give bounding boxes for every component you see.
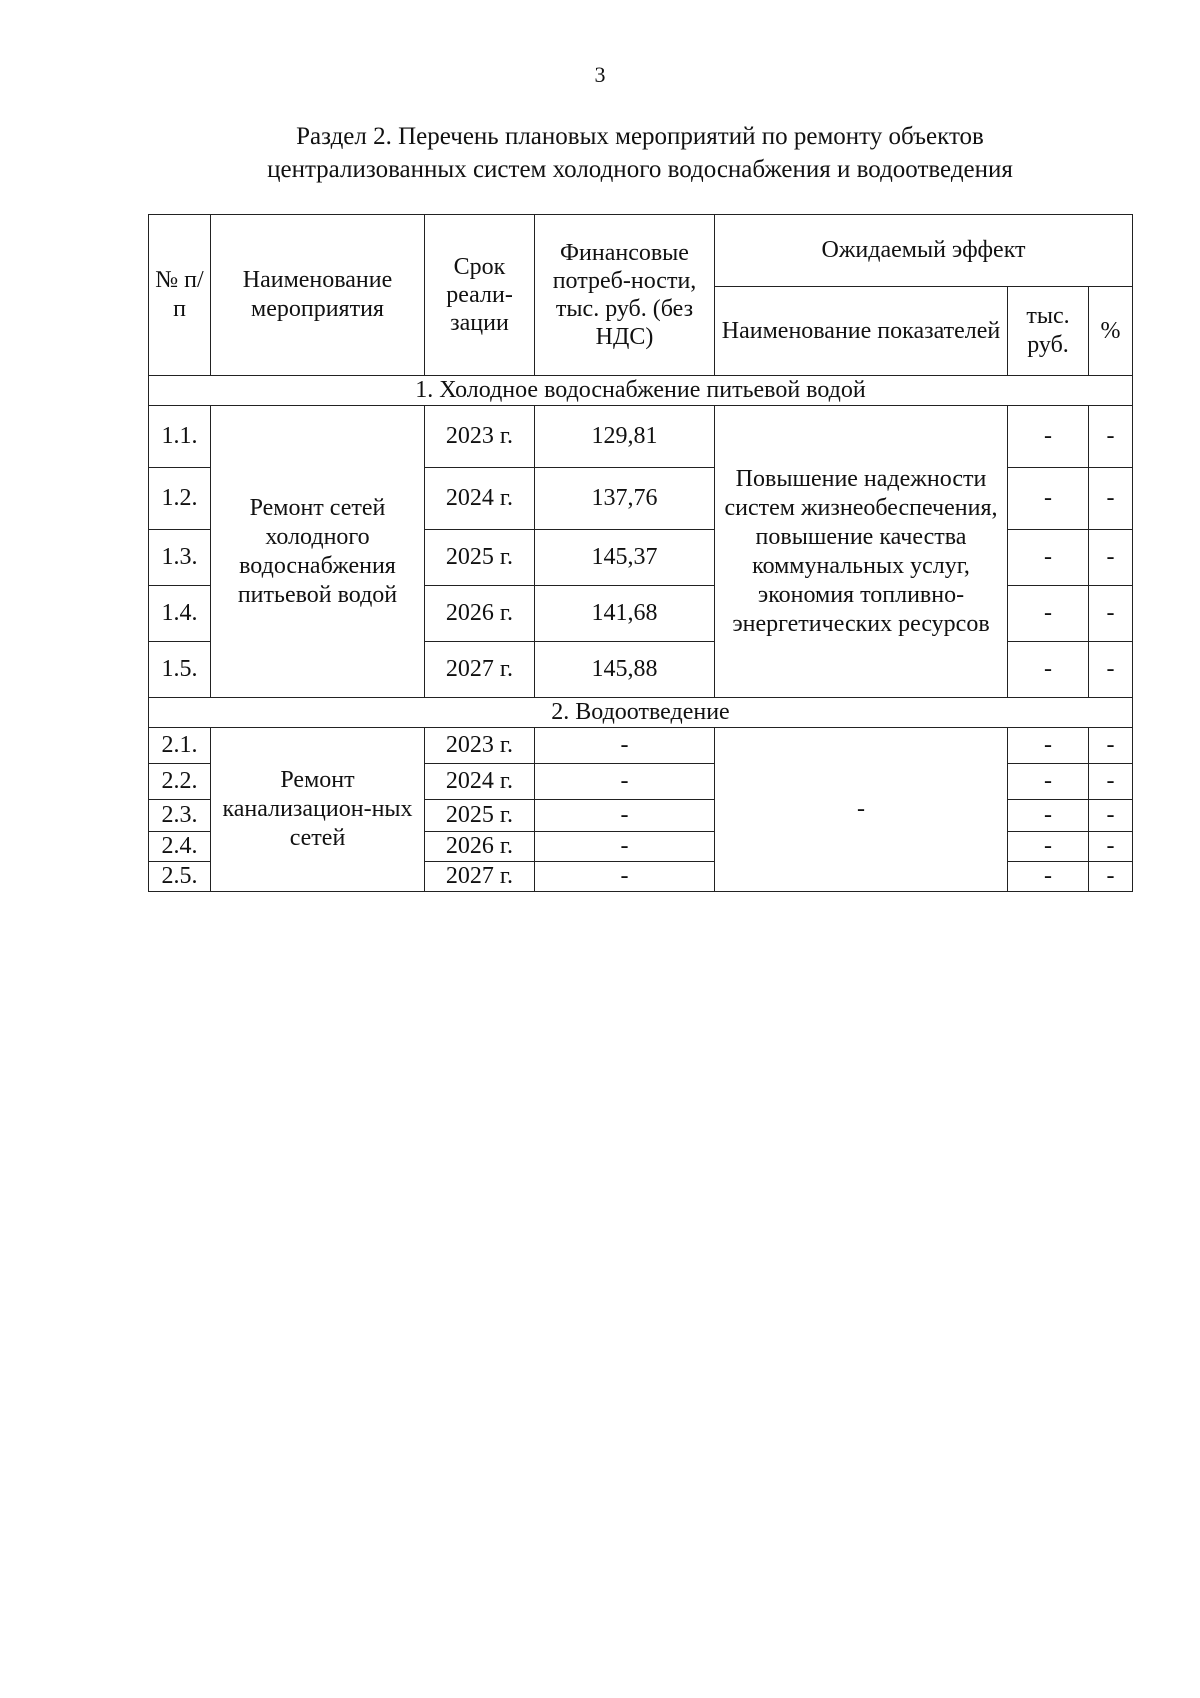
table-header-row	[149, 215, 1133, 287]
section-title: 2. Водоотведение	[149, 698, 1133, 728]
row-effect-percent: -	[1089, 642, 1133, 698]
effect-description: -	[715, 728, 1008, 892]
section-title: 1. Холодное водоснабжение питьевой водой	[149, 376, 1133, 406]
row-effect-value: -	[1008, 530, 1089, 586]
row-year: 2024 г.	[425, 764, 535, 800]
page-number: 3	[594, 62, 606, 87]
row-effect-value: -	[1008, 468, 1089, 530]
header-activity-name: Наименование мероприятия	[211, 215, 425, 376]
header-expected-effect: Ожидаемый эффект	[715, 215, 1133, 287]
row-effect-value: -	[1008, 764, 1089, 800]
header-effect-value: тыс. руб.	[1008, 287, 1089, 376]
row-year: 2025 г.	[425, 800, 535, 832]
row-effect-percent: -	[1089, 800, 1133, 832]
row-effect-percent: -	[1089, 728, 1133, 764]
row-num: 2.3.	[149, 800, 211, 832]
table-row	[149, 728, 1133, 764]
title-line-1: Раздел 2. Перечень плановых мероприятий по ремонту объектов	[296, 123, 984, 150]
header-num: № п/п	[149, 215, 211, 376]
row-year: 2026 г.	[425, 832, 535, 862]
row-effect-percent: -	[1089, 530, 1133, 586]
header-finance: Финансовые потреб-ности, тыс. руб. (без НДС)	[535, 215, 715, 376]
row-year: 2025 г.	[425, 530, 535, 586]
row-effect-value: -	[1008, 862, 1089, 892]
row-finance: -	[535, 862, 715, 892]
row-effect-percent: -	[1089, 832, 1133, 862]
row-num: 1.3.	[149, 530, 211, 586]
row-finance: 129,81	[535, 406, 715, 468]
row-finance: 141,68	[535, 586, 715, 642]
row-effect-value: -	[1008, 642, 1089, 698]
row-year: 2023 г.	[425, 728, 535, 764]
row-num: 2.2.	[149, 764, 211, 800]
table-row	[149, 406, 1133, 468]
header-effect-name: Наименование показателей	[715, 287, 1008, 376]
row-year: 2027 г.	[425, 642, 535, 698]
section-row	[149, 698, 1133, 728]
row-effect-percent: -	[1089, 862, 1133, 892]
row-year: 2026 г.	[425, 586, 535, 642]
row-finance: -	[535, 764, 715, 800]
header-term: Срок реали-зации	[425, 215, 535, 376]
row-year: 2023 г.	[425, 406, 535, 468]
row-finance: -	[535, 800, 715, 832]
row-finance: -	[535, 728, 715, 764]
row-finance: 145,88	[535, 642, 715, 698]
row-effect-value: -	[1008, 832, 1089, 862]
activity-name: Ремонт канализацион-ных сетей	[211, 728, 425, 892]
row-effect-value: -	[1008, 800, 1089, 832]
row-year: 2024 г.	[425, 468, 535, 530]
row-effect-percent: -	[1089, 764, 1133, 800]
row-effect-value: -	[1008, 728, 1089, 764]
row-effect-value: -	[1008, 586, 1089, 642]
row-finance: 145,37	[535, 530, 715, 586]
repair-plan-table	[148, 214, 1133, 892]
row-num: 1.5.	[149, 642, 211, 698]
row-finance: -	[535, 832, 715, 862]
row-num: 1.4.	[149, 586, 211, 642]
row-num: 1.2.	[149, 468, 211, 530]
row-num: 2.4.	[149, 832, 211, 862]
row-effect-percent: -	[1089, 406, 1133, 468]
row-num: 2.5.	[149, 862, 211, 892]
row-num: 2.1.	[149, 728, 211, 764]
activity-name: Ремонт сетей холодного водоснабжения питьевой водой	[211, 406, 425, 698]
document-title	[150, 120, 1130, 186]
effect-description: Повышение надежности систем жизнеобеспечения, повышение качества коммунальных услуг, экономия топливно-энергетических ресурсов	[715, 406, 1008, 698]
row-effect-percent: -	[1089, 586, 1133, 642]
row-effect-value: -	[1008, 406, 1089, 468]
section-row	[149, 376, 1133, 406]
row-effect-percent: -	[1089, 468, 1133, 530]
row-num: 1.1.	[149, 406, 211, 468]
title-line-2: централизованных систем холодного водоснабжения и водоотведения	[267, 156, 1013, 183]
row-finance: 137,76	[535, 468, 715, 530]
row-year: 2027 г.	[425, 862, 535, 892]
header-effect-percent: %	[1089, 287, 1133, 376]
